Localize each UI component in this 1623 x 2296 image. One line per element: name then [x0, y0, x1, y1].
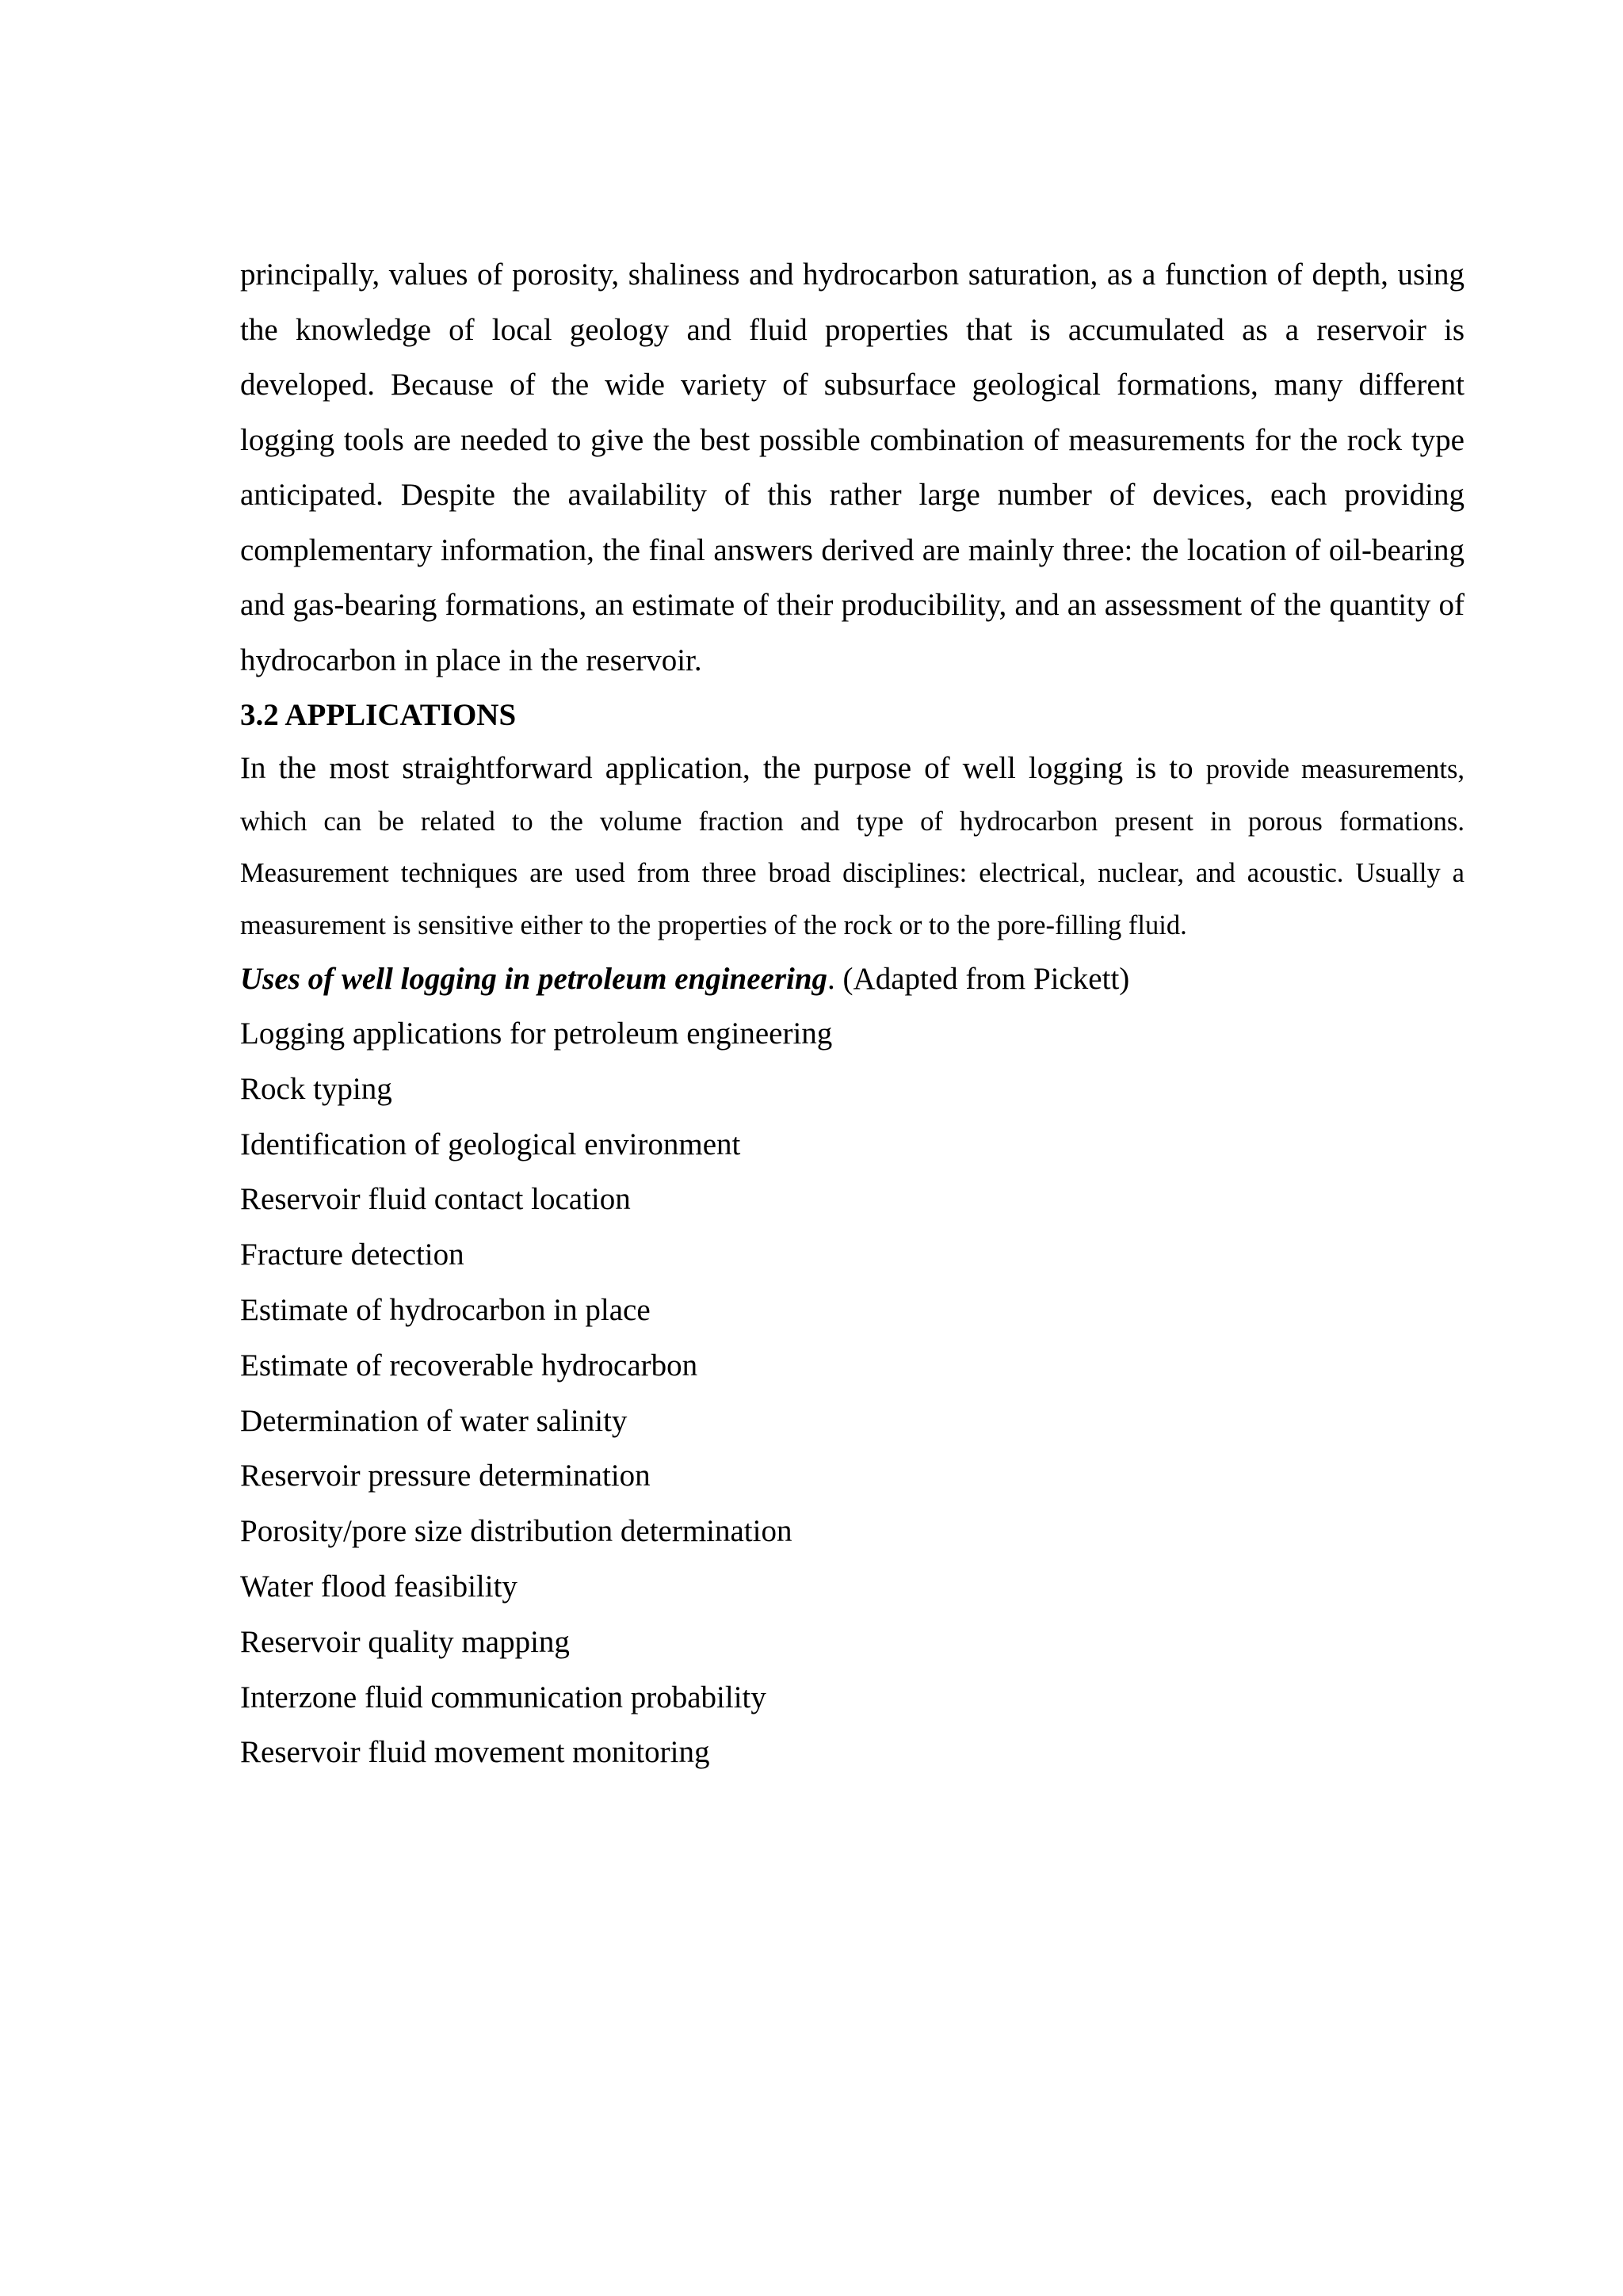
- list-item: Reservoir fluid movement monitoring: [240, 1735, 710, 1770]
- list-item: Fracture detection: [240, 1238, 464, 1272]
- list-item: Interzone fluid communication probability: [240, 1680, 766, 1714]
- list-item: Determination of water salinity: [240, 1403, 628, 1438]
- section-heading: 3.2 APPLICATIONS: [240, 698, 517, 732]
- uses-caption-source: . (Adapted from Pickett): [827, 962, 1130, 996]
- list-item: Reservoir pressure determination: [240, 1459, 651, 1493]
- list-item: Identification of geological environment: [240, 1127, 741, 1161]
- uses-caption: [240, 952, 1465, 1006]
- list-item: Estimate of hydrocarbon in place: [240, 1292, 651, 1327]
- list-item: Estimate of recoverable hydrocarbon: [240, 1348, 698, 1383]
- list-item: Reservoir quality mapping: [240, 1624, 570, 1659]
- page-content: [240, 247, 1465, 1780]
- applications-list: [240, 1006, 1465, 1780]
- intro-paragraph: principally, values of porosity, shaliness and hydrocarbon saturation, as a function of depth, using the knowledge of local geology and fluid properties that is accumulated as a reservoir is developed. Because of the wide variety of subsurface geological formations, many different logging tools are needed to give the best possible combination of measurements for the rock type anticipated. Despite the availability of this rather large number of devices, each providing complementary information, the final answers derived are mainly three: the location of oil-bearing and gas-bearing formations, an estimate of their producibility, and an assessment of the quantity of hydrocarbon in place in the reservoir.: [240, 257, 1465, 677]
- list-item: Logging applications for petroleum engineering: [240, 1016, 833, 1051]
- list-item: Reservoir fluid contact location: [240, 1182, 631, 1217]
- uses-caption-emphasis: Uses of well logging in petroleum engineering: [240, 962, 828, 996]
- list-item: Rock typing: [240, 1071, 392, 1106]
- list-item: Water flood feasibility: [240, 1569, 517, 1604]
- list-item: Porosity/pore size distribution determination: [240, 1514, 792, 1549]
- applications-paragraph-rest: provide measurements, which can be related to the volume fraction and type of hydrocarbon present in porous formations. Measurement techniques are used from three broad disciplines: electrical, nuclear, and acoustic. Usually a measurement is sensitive either to the properties of the rock or to the pore-filling fluid.: [240, 754, 1465, 940]
- applications-paragraph: [240, 742, 1465, 952]
- applications-paragraph-lead: In the most straightforward application, the purpose of well logging is to: [240, 751, 1206, 785]
